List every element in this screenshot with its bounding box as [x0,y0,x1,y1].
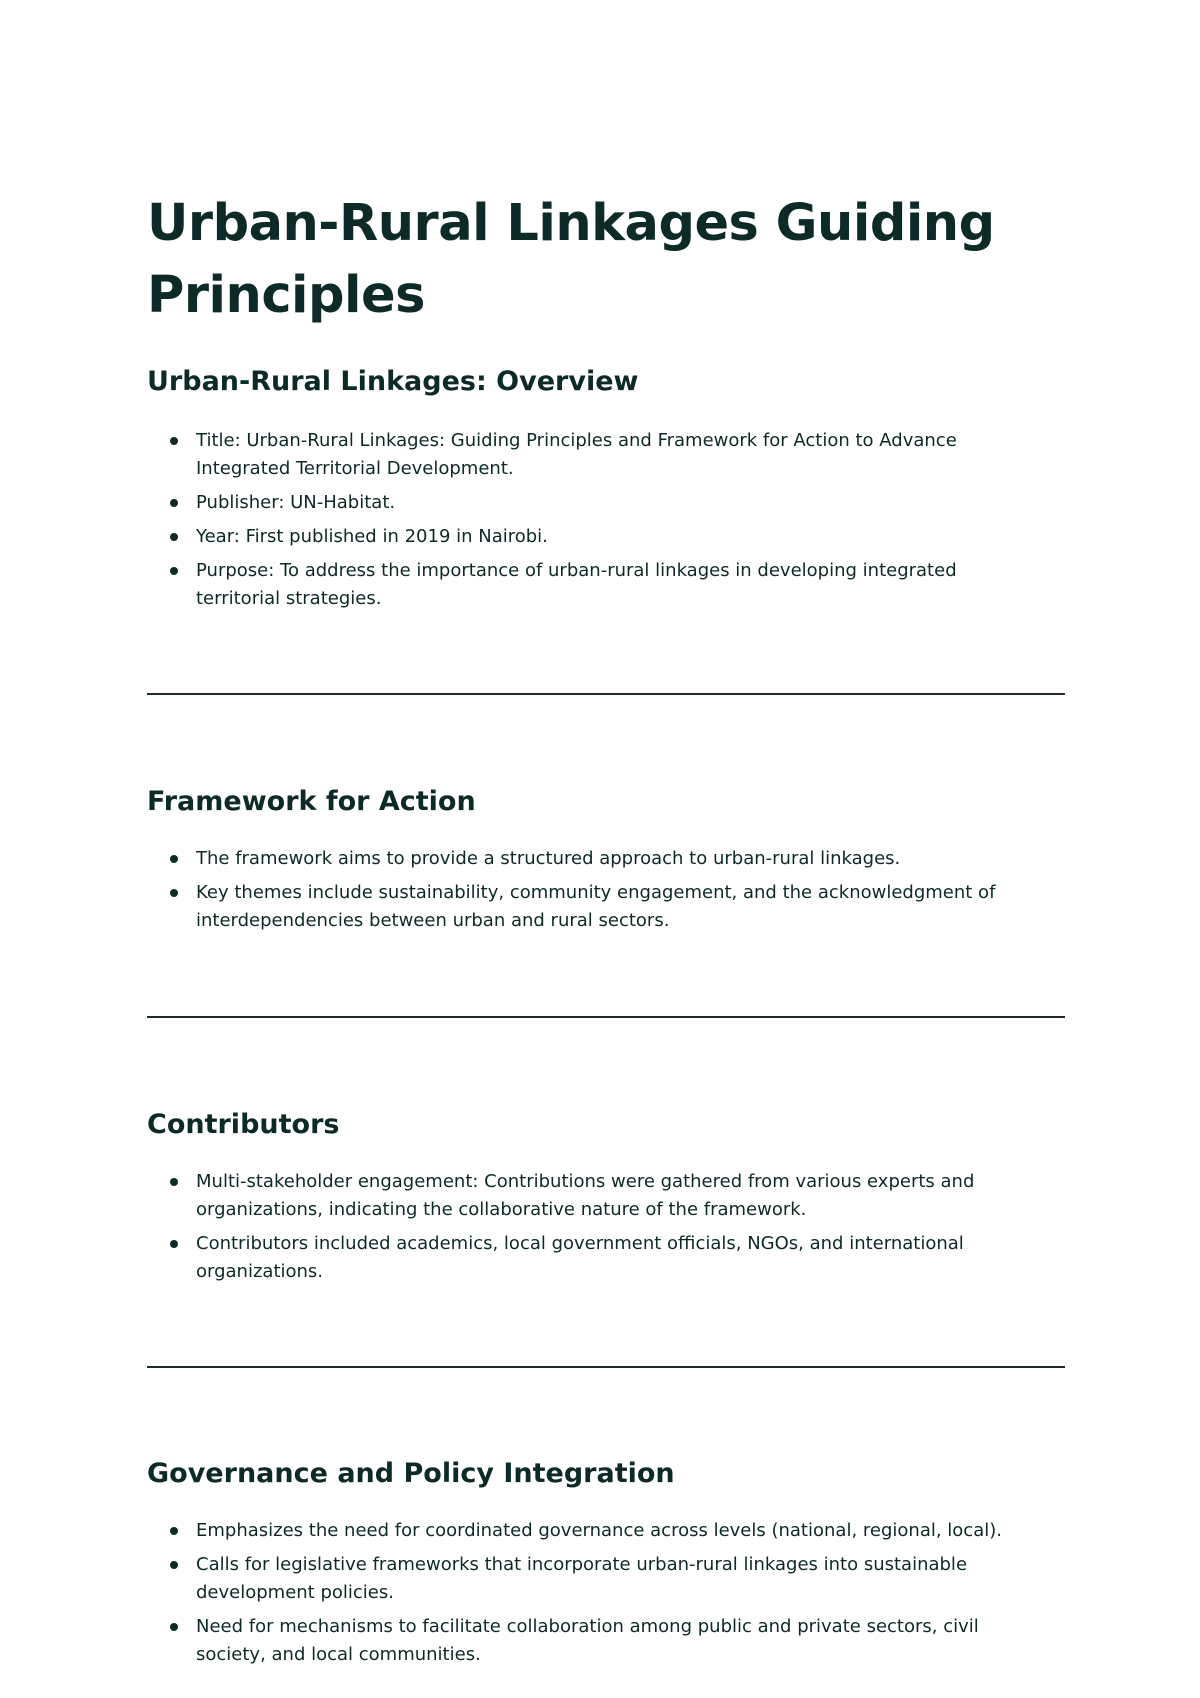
section-heading-framework: Framework for Action [147,786,476,817]
section-divider [147,1016,1065,1018]
section-heading-overview: Urban-Rural Linkages: Overview [147,366,639,397]
bullet-icon [170,437,178,445]
bullet-icon [170,1178,178,1186]
bullet-icon [170,499,178,507]
bullet-icon [170,1561,178,1569]
list-item: Contributors included academics, local government officials, NGOs, and international organizations. [147,1230,1027,1286]
bullet-icon [170,855,178,863]
list-item: Emphasizes the need for coordinated governance across levels (national, regional, local). [147,1517,1027,1545]
governance-list [147,1517,1027,1675]
overview-list [147,427,1027,619]
list-item: Calls for legislative frameworks that incorporate urban-rural linkages into sustainable development policies. [147,1551,1027,1607]
bullet-icon [170,533,178,541]
list-item: Multi-stakeholder engagement: Contributions were gathered from various experts and organizations, indicating the collaborative nature of the framework. [147,1168,1027,1224]
bullet-icon [170,1240,178,1248]
bullet-icon [170,567,178,575]
list-item: Year: First published in 2019 in Nairobi. [147,523,1027,551]
framework-list [147,845,1027,941]
section-divider [147,1366,1065,1368]
list-item: Title: Urban-Rural Linkages: Guiding Principles and Framework for Action to Advance Integrated Territorial Development. [147,427,1027,483]
section-heading-governance: Governance and Policy Integration [147,1458,675,1489]
section-heading-contributors: Contributors [147,1109,340,1140]
bullet-icon [170,1527,178,1535]
list-item: Key themes include sustainability, community engagement, and the acknowledgment of interdependencies between urban and rural sectors. [147,879,1027,935]
list-item: Purpose: To address the importance of urban-rural linkages in developing integrated territorial strategies. [147,557,1027,613]
list-item: Publisher: UN-Habitat. [147,489,1027,517]
list-item: The framework aims to provide a structured approach to urban-rural linkages. [147,845,1027,873]
bullet-icon [170,1623,178,1631]
bullet-icon [170,889,178,897]
contributors-list [147,1168,1027,1292]
page-title: Urban-Rural Linkages Guiding Principles [147,194,995,325]
list-item: Need for mechanisms to facilitate collaboration among public and private sectors, civil society, and local communities. [147,1613,1027,1669]
section-divider [147,693,1065,695]
